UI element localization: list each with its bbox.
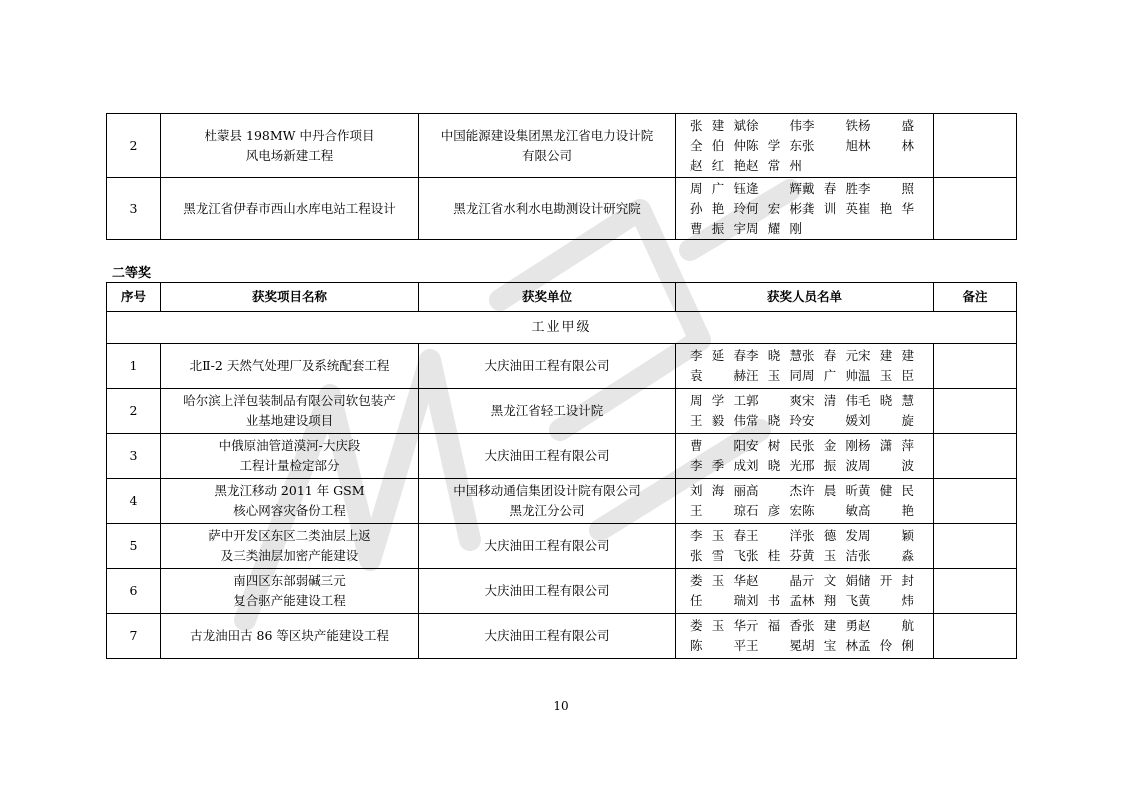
person-name: 孙艳玲 bbox=[690, 200, 746, 216]
project-name: 哈尔滨上洋包装制品有限公司软包装产 业基地建设项目 bbox=[161, 389, 419, 434]
person-name: 王 洋 bbox=[746, 528, 802, 543]
person-name: 袁 赫 bbox=[690, 368, 746, 383]
project-name: 中俄原油管道漠河-大庆段 工程计量检定部分 bbox=[161, 434, 419, 479]
person-name: 徐 伟 bbox=[746, 117, 802, 133]
remark bbox=[934, 389, 1017, 434]
table-row bbox=[107, 178, 1017, 240]
header-people: 获奖人员名单 bbox=[676, 283, 934, 312]
person-name: 黄健民 bbox=[858, 483, 914, 498]
person-name: 张建勇 bbox=[802, 618, 858, 633]
award-unit: 中国能源建设集团黑龙江省电力设计院 有限公司 bbox=[419, 114, 676, 178]
person-name: 娄玉华 bbox=[690, 573, 746, 588]
award-unit: 大庆油田工程有限公司 bbox=[419, 569, 676, 614]
award-people bbox=[676, 434, 934, 479]
table-row bbox=[107, 114, 1017, 178]
people-line bbox=[690, 616, 933, 636]
person-name: 张德发 bbox=[802, 528, 858, 543]
people-line bbox=[690, 156, 933, 176]
people-line bbox=[690, 366, 933, 386]
award-unit: 大庆油田工程有限公司 bbox=[419, 524, 676, 569]
row-number: 4 bbox=[107, 479, 161, 524]
table-row bbox=[107, 479, 1017, 524]
header-unit: 获奖单位 bbox=[419, 283, 676, 312]
person-name: 刘海丽 bbox=[690, 483, 746, 498]
page-number: 10 bbox=[553, 699, 569, 713]
person-name: 李玉春 bbox=[690, 528, 746, 543]
person-name: 张雪飞 bbox=[690, 548, 746, 563]
person-name: 宋建建 bbox=[858, 348, 914, 363]
people-line bbox=[690, 179, 933, 199]
person-name: 崔艳华 bbox=[858, 200, 914, 216]
people-line bbox=[690, 219, 933, 239]
table-row bbox=[107, 389, 1017, 434]
person-name: 何宏彬 bbox=[746, 200, 802, 216]
person-name: 汪玉同 bbox=[746, 368, 802, 383]
person-name: 周耀刚 bbox=[746, 220, 802, 236]
person-name: 储开封 bbox=[858, 573, 914, 588]
person-name: 安 媛 bbox=[802, 413, 858, 428]
person-name: 周广钰 bbox=[690, 180, 746, 196]
person-name: 邢振波 bbox=[802, 458, 858, 473]
row-number: 2 bbox=[107, 114, 161, 178]
person-name: 林 林 bbox=[858, 137, 914, 153]
person-name: 张桂芬 bbox=[746, 548, 802, 563]
person-name: 许晨昕 bbox=[802, 483, 858, 498]
person-name: 张春元 bbox=[802, 348, 858, 363]
person-name: 郭 爽 bbox=[746, 393, 802, 408]
people-line bbox=[690, 546, 933, 566]
person-name: 张 淼 bbox=[858, 548, 914, 563]
person-name: 娄玉华 bbox=[690, 618, 746, 633]
award-people bbox=[676, 178, 934, 240]
award-unit: 黑龙江省轻工设计院 bbox=[419, 389, 676, 434]
people-line bbox=[690, 391, 933, 411]
person-name: 周学工 bbox=[690, 393, 746, 408]
person-name: 李季成 bbox=[690, 458, 746, 473]
award-people bbox=[676, 479, 934, 524]
row-number: 7 bbox=[107, 614, 161, 659]
person-name: 亓福香 bbox=[746, 618, 802, 633]
award-table-second-prize bbox=[106, 282, 1017, 659]
award-people bbox=[676, 569, 934, 614]
people-line bbox=[690, 456, 933, 476]
person-name: 周广帅 bbox=[802, 368, 858, 383]
person-name: 温玉臣 bbox=[858, 368, 914, 383]
person-name: 李 照 bbox=[858, 180, 914, 196]
remark bbox=[934, 614, 1017, 659]
person-name: 亓文娟 bbox=[802, 573, 858, 588]
person-name: 陈 平 bbox=[690, 638, 746, 653]
people-line bbox=[690, 116, 933, 136]
person-name: 戴春胜 bbox=[802, 180, 858, 196]
person-name: 张建斌 bbox=[690, 117, 746, 133]
people-line bbox=[690, 346, 933, 366]
project-name: 萨中开发区东区二类油层上返 及三类油层加密产能建设 bbox=[161, 524, 419, 569]
project-name: 古龙油田古 86 等区块产能建设工程 bbox=[161, 614, 419, 659]
remark bbox=[934, 569, 1017, 614]
person-name: 曹振宇 bbox=[690, 220, 746, 236]
remark bbox=[934, 479, 1017, 524]
person-name: 王 琼 bbox=[690, 503, 746, 518]
person-name: 周 颖 bbox=[858, 528, 914, 543]
person-name: 陈 敏 bbox=[802, 503, 858, 518]
person-name: 赵红艳 bbox=[690, 157, 746, 173]
person-name: 石彦宏 bbox=[746, 503, 802, 518]
project-name: 黑龙江省伊春市西山水库电站工程设计 bbox=[161, 178, 419, 240]
remark bbox=[934, 524, 1017, 569]
people-line bbox=[690, 199, 933, 219]
award-people bbox=[676, 114, 934, 178]
person-name: 赵常州 bbox=[746, 157, 802, 173]
project-name: 南四区东部弱碱三元 复合驱产能建设工程 bbox=[161, 569, 419, 614]
row-number: 6 bbox=[107, 569, 161, 614]
person-name: 李 铁 bbox=[802, 117, 858, 133]
person-name: 周 波 bbox=[858, 458, 914, 473]
project-name: 黑龙江移动 2011 年 GSM 核心网容灾备份工程 bbox=[161, 479, 419, 524]
people-line bbox=[690, 136, 933, 156]
person-name: 宋清伟 bbox=[802, 393, 858, 408]
person-name: 李延春 bbox=[690, 348, 746, 363]
person-name: 高 艳 bbox=[858, 503, 914, 518]
person-name: 杨 盛 bbox=[858, 117, 914, 133]
person-name: 陈学东 bbox=[746, 137, 802, 153]
project-name: 杜蒙县 198MW 中丹合作项目 风电场新建工程 bbox=[161, 114, 419, 178]
person-name: 龚训英 bbox=[802, 200, 858, 216]
person-name: 毛晓慧 bbox=[858, 393, 914, 408]
people-line bbox=[690, 481, 933, 501]
award-unit: 大庆油田工程有限公司 bbox=[419, 434, 676, 479]
person-name: 胡宝林 bbox=[802, 638, 858, 653]
award-people bbox=[676, 614, 934, 659]
award-unit: 大庆油田工程有限公司 bbox=[419, 614, 676, 659]
table-row bbox=[107, 344, 1017, 389]
row-number: 5 bbox=[107, 524, 161, 569]
person-name: 孟伶俐 bbox=[858, 638, 914, 653]
person-name: 张金刚 bbox=[802, 438, 858, 453]
people-line bbox=[690, 501, 933, 521]
person-name: 安树民 bbox=[746, 438, 802, 453]
header-remark: 备注 bbox=[934, 283, 1017, 312]
award-people bbox=[676, 389, 934, 434]
header-no: 序号 bbox=[107, 283, 161, 312]
people-line bbox=[690, 411, 933, 431]
people-line bbox=[690, 571, 933, 591]
people-line bbox=[690, 591, 933, 611]
person-name: 王 冕 bbox=[746, 638, 802, 653]
person-name: 任 瑞 bbox=[690, 593, 746, 608]
row-number: 1 bbox=[107, 344, 161, 389]
remark bbox=[934, 434, 1017, 479]
award-unit: 大庆油田工程有限公司 bbox=[419, 344, 676, 389]
row-number: 2 bbox=[107, 389, 161, 434]
table-row bbox=[107, 569, 1017, 614]
person-name: 林翔飞 bbox=[802, 593, 858, 608]
person-name: 刘书孟 bbox=[746, 593, 802, 608]
person-name: 赵 航 bbox=[858, 618, 914, 633]
person-name: 王毅伟 bbox=[690, 413, 746, 428]
person-name: 刘晓光 bbox=[746, 458, 802, 473]
person-name: 黄玉洁 bbox=[802, 548, 858, 563]
award-unit: 中国移动通信集团设计院有限公司 黑龙江分公司 bbox=[419, 479, 676, 524]
header-project: 获奖项目名称 bbox=[161, 283, 419, 312]
person-name: 杨潇萍 bbox=[858, 438, 914, 453]
remark bbox=[934, 344, 1017, 389]
section-title-second-prize: 二等奖 bbox=[112, 266, 152, 281]
award-people bbox=[676, 344, 934, 389]
person-name: 刘 旋 bbox=[858, 413, 914, 428]
table-row bbox=[107, 434, 1017, 479]
people-line bbox=[690, 436, 933, 456]
category-label: 工业甲级 bbox=[107, 312, 1017, 344]
remark bbox=[934, 178, 1017, 240]
person-name: 张 旭 bbox=[802, 137, 858, 153]
person-name: 全伯仲 bbox=[690, 137, 746, 153]
award-table-continued bbox=[106, 113, 1017, 240]
table-row bbox=[107, 524, 1017, 569]
person-name: 曹 阳 bbox=[690, 438, 746, 453]
person-name: 赵 晶 bbox=[746, 573, 802, 588]
row-number: 3 bbox=[107, 178, 161, 240]
person-name: 逄 辉 bbox=[746, 180, 802, 196]
person-name: 李晓慧 bbox=[746, 348, 802, 363]
category-row bbox=[107, 312, 1017, 344]
people-line bbox=[690, 636, 933, 656]
row-number: 3 bbox=[107, 434, 161, 479]
table-row bbox=[107, 614, 1017, 659]
person-name: 黄 炜 bbox=[858, 593, 914, 608]
people-line bbox=[690, 526, 933, 546]
person-name: 常晓玲 bbox=[746, 413, 802, 428]
award-people bbox=[676, 524, 934, 569]
project-name: 北Ⅱ-2 天然气处理厂及系统配套工程 bbox=[161, 344, 419, 389]
remark bbox=[934, 114, 1017, 178]
award-unit: 黑龙江省水利水电勘测设计研究院 bbox=[419, 178, 676, 240]
table-header-row bbox=[107, 283, 1017, 312]
person-name: 高 杰 bbox=[746, 483, 802, 498]
